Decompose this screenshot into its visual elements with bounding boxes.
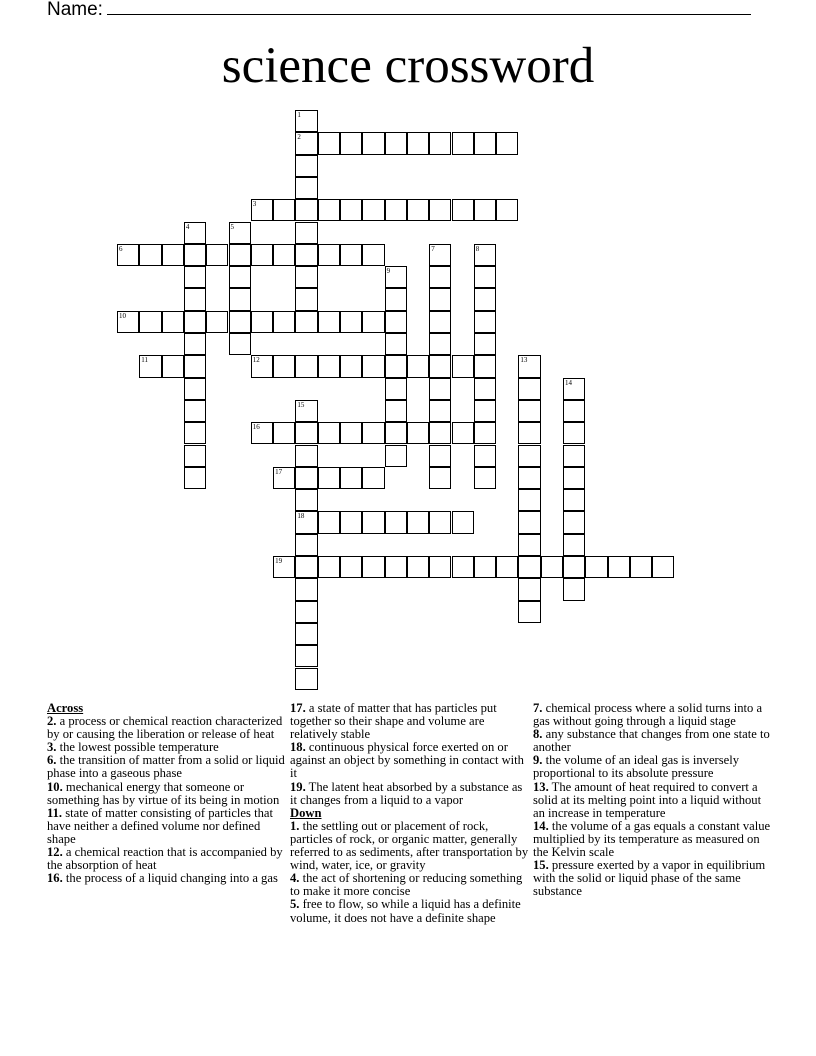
grid-cell[interactable] bbox=[184, 355, 206, 377]
grid-cell[interactable] bbox=[295, 400, 317, 422]
grid-cell[interactable] bbox=[429, 467, 451, 489]
grid-cell[interactable] bbox=[184, 288, 206, 310]
grid-cell[interactable] bbox=[385, 288, 407, 310]
grid-cell[interactable] bbox=[429, 400, 451, 422]
clue-across: 17. a state of matter that has particles put together so their shape and volume are relatively stable bbox=[290, 701, 497, 742]
grid-cell[interactable] bbox=[518, 578, 540, 600]
grid-cell[interactable] bbox=[318, 467, 340, 489]
grid-cell[interactable] bbox=[652, 556, 674, 578]
clue-down: 14. the volume of a gas equals a constant value multiplied by its temperature as measured on the Kelvin scale bbox=[533, 818, 771, 860]
grid-cell[interactable] bbox=[518, 511, 540, 533]
grid-cell[interactable] bbox=[184, 222, 206, 244]
grid-cell[interactable] bbox=[362, 511, 384, 533]
grid-cell[interactable] bbox=[117, 311, 139, 333]
grid-cell[interactable] bbox=[206, 311, 228, 333]
clue-number: 13 bbox=[520, 356, 528, 365]
clue-down: 9. the volume of an ideal gas is inversely proportional to its absolute pressure bbox=[533, 753, 740, 781]
grid-cell[interactable] bbox=[496, 199, 518, 221]
grid-cell[interactable] bbox=[474, 355, 496, 377]
grid-cell[interactable] bbox=[318, 199, 340, 221]
grid-cell[interactable] bbox=[273, 467, 295, 489]
grid-cell[interactable] bbox=[139, 311, 161, 333]
grid-cell[interactable] bbox=[139, 355, 161, 377]
grid-cell[interactable] bbox=[385, 445, 407, 467]
clue-number: 12 bbox=[252, 356, 260, 365]
grid-cell[interactable] bbox=[429, 199, 451, 221]
grid-cell[interactable] bbox=[273, 311, 295, 333]
page-title: science crossword bbox=[221, 38, 595, 94]
clue-number: 5 bbox=[230, 222, 234, 231]
grid-cell[interactable] bbox=[273, 244, 295, 266]
grid-cell[interactable] bbox=[362, 556, 384, 578]
grid-cell[interactable] bbox=[407, 511, 429, 533]
clue-across: 6. the transition of matter from a solid or liquid phase into a gaseous phase bbox=[47, 753, 285, 781]
grid-cell[interactable] bbox=[518, 467, 540, 489]
grid-cell[interactable] bbox=[206, 244, 228, 266]
grid-cell[interactable] bbox=[474, 288, 496, 310]
clue-number: 17 bbox=[275, 467, 283, 476]
grid-cell[interactable] bbox=[541, 556, 563, 578]
grid-cell[interactable] bbox=[385, 378, 407, 400]
grid-cell[interactable] bbox=[340, 199, 362, 221]
grid-cell[interactable] bbox=[452, 132, 474, 154]
clue-across: 2. a process or chemical reaction characterized by or causing the liberation or release of heat bbox=[47, 714, 283, 742]
clue-number: 10 bbox=[119, 311, 126, 320]
grid-cell[interactable] bbox=[229, 288, 251, 310]
grid-cell[interactable] bbox=[229, 244, 251, 266]
grid-cell[interactable] bbox=[362, 422, 384, 444]
clue-across: 12. a chemical reaction that is accompanied by the absorption of heat bbox=[47, 845, 283, 873]
clue-number: 2 bbox=[297, 133, 301, 142]
grid-cell[interactable] bbox=[318, 422, 340, 444]
grid-cell[interactable] bbox=[184, 244, 206, 266]
grid-cell[interactable] bbox=[273, 199, 295, 221]
grid-cell[interactable] bbox=[251, 244, 273, 266]
grid-cell[interactable] bbox=[295, 177, 317, 199]
grid-cell[interactable] bbox=[407, 132, 429, 154]
grid-cell[interactable] bbox=[385, 355, 407, 377]
clue-number: 3 bbox=[252, 200, 257, 209]
grid-cell[interactable] bbox=[608, 556, 630, 578]
grid-cell[interactable] bbox=[563, 556, 585, 578]
grid-cell[interactable] bbox=[362, 355, 384, 377]
across-heading: Across bbox=[47, 701, 84, 715]
grid-cell[interactable] bbox=[407, 556, 429, 578]
grid-cell[interactable] bbox=[273, 556, 295, 578]
clue-across: 11. state of matter consisting of particles that have neither a defined volume nor defined shape bbox=[47, 805, 273, 846]
grid-cell[interactable] bbox=[518, 534, 540, 556]
clue-number: 18 bbox=[297, 512, 305, 521]
grid-cell[interactable] bbox=[429, 445, 451, 467]
grid-cell[interactable] bbox=[139, 244, 161, 266]
grid-cell[interactable] bbox=[518, 378, 540, 400]
grid-cell[interactable] bbox=[452, 556, 474, 578]
clue-number: 11 bbox=[141, 356, 149, 365]
grid-cell[interactable] bbox=[295, 578, 317, 600]
grid-cell[interactable] bbox=[117, 244, 139, 266]
grid-cell[interactable] bbox=[318, 556, 340, 578]
grid-cell[interactable] bbox=[273, 355, 295, 377]
clue-number: 19 bbox=[275, 557, 283, 565]
grid-cell[interactable] bbox=[295, 467, 317, 489]
grid-cell[interactable] bbox=[295, 422, 317, 444]
grid-cell[interactable] bbox=[563, 467, 585, 489]
grid-cell[interactable] bbox=[295, 445, 317, 467]
grid-cell[interactable] bbox=[563, 511, 585, 533]
clue-column-3 bbox=[533, 702, 773, 898]
clue-across: 3. the lowest possible temperature bbox=[47, 740, 219, 755]
clue-number: 4 bbox=[185, 222, 190, 231]
grid-cell[interactable] bbox=[429, 244, 451, 266]
clue-number: 15 bbox=[297, 400, 305, 409]
grid-cell[interactable] bbox=[474, 266, 496, 288]
grid-cell[interactable] bbox=[295, 623, 317, 645]
grid-cell[interactable] bbox=[385, 199, 407, 221]
clue-number: 8 bbox=[475, 244, 480, 253]
grid-cell[interactable] bbox=[273, 422, 295, 444]
grid-cell[interactable] bbox=[295, 155, 317, 177]
grid-cell[interactable] bbox=[295, 645, 317, 667]
grid-cell[interactable] bbox=[563, 489, 585, 511]
grid-cell[interactable] bbox=[318, 244, 340, 266]
grid-cell[interactable] bbox=[295, 355, 317, 377]
grid-cell[interactable] bbox=[429, 311, 451, 333]
grid-cell[interactable] bbox=[295, 266, 317, 288]
clue-column-2 bbox=[290, 702, 530, 925]
grid-cell[interactable] bbox=[452, 511, 474, 533]
grid-cell[interactable] bbox=[162, 311, 184, 333]
grid-cell[interactable] bbox=[251, 199, 273, 221]
grid-cell[interactable] bbox=[474, 556, 496, 578]
grid-cell[interactable] bbox=[318, 311, 340, 333]
grid-cell[interactable] bbox=[184, 445, 206, 467]
grid-cell[interactable] bbox=[563, 422, 585, 444]
grid-cell[interactable] bbox=[385, 511, 407, 533]
clue-across: 16. the process of a liquid changing into a gas bbox=[47, 871, 278, 886]
grid-cell[interactable] bbox=[429, 511, 451, 533]
grid-cell[interactable] bbox=[474, 244, 496, 266]
grid-cell[interactable] bbox=[184, 378, 206, 400]
grid-cell[interactable] bbox=[318, 132, 340, 154]
grid-cell[interactable] bbox=[429, 378, 451, 400]
grid-cell[interactable] bbox=[474, 467, 496, 489]
grid-cell[interactable] bbox=[563, 445, 585, 467]
clue-number: 14 bbox=[565, 378, 572, 387]
grid-cell[interactable] bbox=[362, 244, 384, 266]
grid-cell[interactable] bbox=[630, 556, 652, 578]
grid-cell[interactable] bbox=[318, 511, 340, 533]
grid-cell[interactable] bbox=[295, 534, 317, 556]
grid-cell[interactable] bbox=[295, 110, 317, 132]
grid-cell[interactable] bbox=[340, 511, 362, 533]
grid-cell[interactable] bbox=[474, 199, 496, 221]
grid-cell[interactable] bbox=[340, 132, 362, 154]
clue-across: 10. mechanical energy that someone or something has by virtue of its being in motion bbox=[47, 779, 280, 807]
grid-cell[interactable] bbox=[184, 266, 206, 288]
grid-cell[interactable] bbox=[340, 311, 362, 333]
grid-cell[interactable] bbox=[295, 601, 317, 623]
grid-cell[interactable] bbox=[162, 355, 184, 377]
grid-cell[interactable] bbox=[229, 266, 251, 288]
grid-cell[interactable] bbox=[385, 556, 407, 578]
clue-down: 15. pressure exerted by a vapor in equilibrium with the solid or liquid phase of the same substance bbox=[533, 858, 766, 899]
grid-cell[interactable] bbox=[518, 601, 540, 623]
name-label: Name: bbox=[47, 0, 103, 20]
grid-cell[interactable] bbox=[295, 489, 317, 511]
grid-cell[interactable] bbox=[385, 311, 407, 333]
clue-down: 4. the act of shortening or reducing something to make it more concise bbox=[290, 871, 523, 899]
grid-cell[interactable] bbox=[251, 311, 273, 333]
clue-number: 16 bbox=[252, 423, 260, 432]
grid-cell[interactable] bbox=[518, 355, 540, 377]
grid-cell[interactable] bbox=[251, 422, 273, 444]
grid-cell[interactable] bbox=[429, 422, 451, 444]
grid-cell[interactable] bbox=[184, 311, 206, 333]
grid-cell[interactable] bbox=[429, 288, 451, 310]
grid-cell[interactable] bbox=[385, 400, 407, 422]
grid-cell[interactable] bbox=[295, 132, 317, 154]
grid-cell[interactable] bbox=[295, 288, 317, 310]
grid-cell[interactable] bbox=[295, 511, 317, 533]
grid-cell[interactable] bbox=[295, 199, 317, 221]
grid-cell[interactable] bbox=[474, 400, 496, 422]
grid-cell[interactable] bbox=[184, 422, 206, 444]
clue-number: 9 bbox=[386, 267, 391, 276]
grid-cell[interactable] bbox=[452, 355, 474, 377]
grid-cell[interactable] bbox=[295, 311, 317, 333]
grid-cell[interactable] bbox=[362, 467, 384, 489]
clue-number: 7 bbox=[431, 244, 435, 253]
down-heading: Down bbox=[290, 805, 322, 820]
grid-cell[interactable] bbox=[429, 333, 451, 355]
grid-cell[interactable] bbox=[429, 355, 451, 377]
grid-cell[interactable] bbox=[563, 578, 585, 600]
grid-cell[interactable] bbox=[229, 311, 251, 333]
grid-cell[interactable] bbox=[563, 378, 585, 400]
grid-cell[interactable] bbox=[563, 534, 585, 556]
grid-cell[interactable] bbox=[162, 244, 184, 266]
clue-down: 5. free to flow, so while a liquid has a definite volume, it does not have a definite shape bbox=[290, 897, 521, 925]
grid-cell[interactable] bbox=[474, 333, 496, 355]
clue-across: 19. The latent heat absorbed by a substance as it changes from a liquid to a vapor bbox=[290, 779, 523, 807]
clue-down: 13. The amount of heat required to convert a solid at its melting point into a liquid without an increase in temperature bbox=[533, 779, 762, 820]
grid-cell[interactable] bbox=[518, 400, 540, 422]
grid-cell[interactable] bbox=[251, 355, 273, 377]
grid-cell[interactable] bbox=[518, 556, 540, 578]
grid-cell[interactable] bbox=[362, 311, 384, 333]
grid-cell[interactable] bbox=[563, 400, 585, 422]
grid-cell[interactable] bbox=[407, 355, 429, 377]
grid-cell[interactable] bbox=[496, 556, 518, 578]
grid-cell[interactable] bbox=[429, 556, 451, 578]
grid-cell[interactable] bbox=[295, 556, 317, 578]
name-field[interactable] bbox=[47, 0, 751, 21]
grid-cell[interactable] bbox=[585, 556, 607, 578]
clue-number: 1 bbox=[297, 111, 301, 119]
grid-cell[interactable] bbox=[474, 422, 496, 444]
clue-down: 8. any substance that changes from one state to another bbox=[533, 727, 770, 755]
name-blank-line[interactable] bbox=[107, 0, 751, 15]
clue-number: 6 bbox=[119, 244, 123, 253]
grid-cell[interactable] bbox=[385, 132, 407, 154]
clue-down: 1. the settling out or placement of rock, particles of rock, or organic matter, generally referred to as sediments, after transportation by wind, water, ice, or gravity bbox=[290, 818, 529, 873]
grid-cell[interactable] bbox=[518, 489, 540, 511]
grid-cell[interactable] bbox=[229, 333, 251, 355]
clue-across: 18. continuous physical force exerted on or against an object by something in contact with it bbox=[290, 740, 524, 781]
grid-cell[interactable] bbox=[362, 199, 384, 221]
grid-cell[interactable] bbox=[474, 132, 496, 154]
grid-cell[interactable] bbox=[340, 556, 362, 578]
grid-cell[interactable] bbox=[340, 422, 362, 444]
grid-cell[interactable] bbox=[518, 445, 540, 467]
grid-cell[interactable] bbox=[496, 132, 518, 154]
grid-cell[interactable] bbox=[385, 333, 407, 355]
grid-cell[interactable] bbox=[229, 222, 251, 244]
grid-cell[interactable] bbox=[474, 445, 496, 467]
grid-cell[interactable] bbox=[295, 222, 317, 244]
grid-cell[interactable] bbox=[385, 422, 407, 444]
grid-cell[interactable] bbox=[184, 467, 206, 489]
grid-cell[interactable] bbox=[452, 422, 474, 444]
grid-cell[interactable] bbox=[429, 132, 451, 154]
grid-cell[interactable] bbox=[340, 355, 362, 377]
grid-cell[interactable] bbox=[184, 400, 206, 422]
grid-cell[interactable] bbox=[295, 668, 317, 690]
grid-cell[interactable] bbox=[518, 422, 540, 444]
grid-cell[interactable] bbox=[318, 355, 340, 377]
grid-cell[interactable] bbox=[407, 422, 429, 444]
grid-cell[interactable] bbox=[474, 311, 496, 333]
grid-cell[interactable] bbox=[184, 333, 206, 355]
grid-cell[interactable] bbox=[295, 244, 317, 266]
clue-down: 7. chemical process where a solid turns into a gas without going through a liquid stage bbox=[533, 701, 763, 729]
grid-cell[interactable] bbox=[452, 199, 474, 221]
grid-cell[interactable] bbox=[407, 199, 429, 221]
grid-cell[interactable] bbox=[429, 266, 451, 288]
grid-cell[interactable] bbox=[385, 266, 407, 288]
grid-cell[interactable] bbox=[362, 132, 384, 154]
grid-cell[interactable] bbox=[340, 244, 362, 266]
grid-cell[interactable] bbox=[340, 467, 362, 489]
grid-cell[interactable] bbox=[474, 378, 496, 400]
clue-column-1 bbox=[47, 702, 287, 885]
